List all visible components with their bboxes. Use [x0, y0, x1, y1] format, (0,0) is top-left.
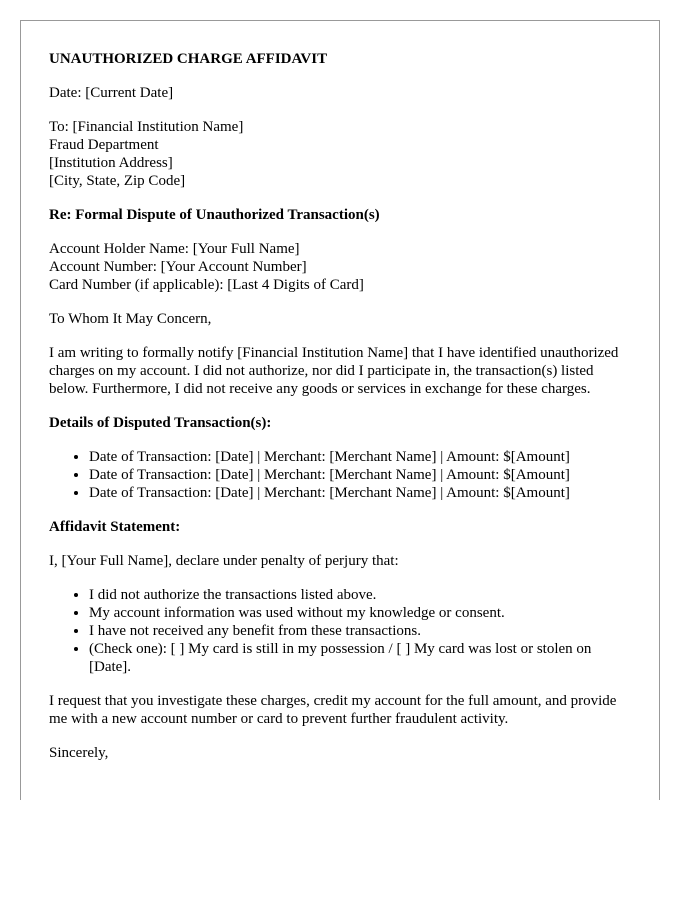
statement-item: • (Check one): [ ] My card is still in my possession / [ ] My card was lost or stolen on [Date].: [89, 640, 631, 676]
document-page: [20, 20, 660, 800]
recipient-line: Fraud Department: [49, 137, 159, 153]
details-heading: Details of Disputed Transaction(s):: [49, 415, 272, 431]
document-content: [21, 21, 659, 762]
statement-item: • I have not received any benefit from these transactions.: [89, 622, 631, 640]
declaration: I, [Your Full Name], declare under penalty of perjury that:: [49, 553, 399, 569]
transaction-item: • Date of Transaction: [Date] | Merchant: [Merchant Name] | Amount: $[Amount]: [89, 484, 631, 502]
account-info-line: Card Number (if applicable): [Last 4 Digits of Card]: [49, 277, 364, 293]
intro-paragraph: I am writing to formally notify [Financial Institution Name] that I have identified unauthorized charges on my account. I did not authorize, nor did I participate in, the transaction(s) listed below. Furthermore, I did not receive any goods or services in exchange for these charges.: [49, 345, 619, 397]
re-line: Re: Formal Dispute of Unauthorized Transaction(s): [49, 207, 380, 223]
transaction-item: • Date of Transaction: [Date] | Merchant: [Merchant Name] | Amount: $[Amount]: [89, 448, 631, 466]
date-line: Date: [Current Date]: [49, 85, 174, 101]
recipient-line: To: [Financial Institution Name]: [49, 119, 244, 135]
account-info-line: Account Number: [Your Account Number]: [49, 259, 307, 275]
closing: Sincerely,: [49, 745, 109, 761]
statement-list: [49, 586, 631, 676]
transaction-item: • Date of Transaction: [Date] | Merchant: [Merchant Name] | Amount: $[Amount]: [89, 466, 631, 484]
recipient-line: [City, State, Zip Code]: [49, 173, 186, 189]
statement-item: • My account information was used without my knowledge or consent.: [89, 604, 631, 622]
request-paragraph: I request that you investigate these charges, credit my account for the full amount, and provide me with a new account number or card to prevent further fraudulent activity.: [49, 693, 617, 727]
statement-item: • I did not authorize the transactions listed above.: [89, 586, 631, 604]
salutation: To Whom It May Concern,: [49, 311, 212, 327]
recipient-address: [49, 118, 631, 190]
recipient-line: [Institution Address]: [49, 155, 173, 171]
account-info-line: Account Holder Name: [Your Full Name]: [49, 241, 300, 257]
account-info: [49, 240, 631, 294]
document-title: UNAUTHORIZED CHARGE AFFIDAVIT: [49, 51, 328, 67]
transaction-list: [49, 448, 631, 502]
affidavit-heading: Affidavit Statement:: [49, 519, 181, 535]
